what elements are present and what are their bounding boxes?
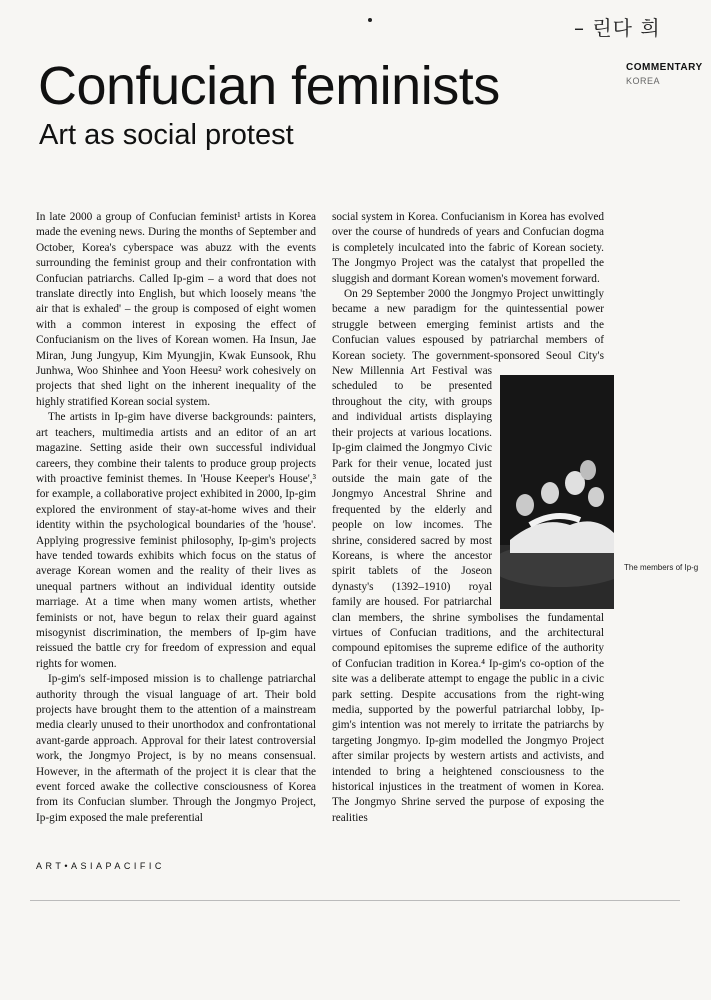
section-label: COMMENTARY [626, 62, 703, 73]
paragraph: The artists in Ip-gim have diverse backgrounds: painters, art teachers, multimedia artists and an editor of an art magazine. Setting aside their own successful individual careers, they combine their talents to produce group projects with proactive feminist themes. In 'House Keeper's House',³ for example, a collaborative project exhibited in 2000, Ip-gim explored the environment of stay-at-home wives and their identity within the psychological boundaries of the 'house'. Applying progressive feminist philosophy, Ip-gim's projects have tended towards exhibits which focus on the status of average Korean women and the reality of their lives as unequal partners without an individual identity outside marriage. At a time when many women artists, whether feminists or not, have begun to relax their guard against misogynist discrimination, the members of Ip-gim have reissued the battle cry for freedom of expression and equal rights for women. [36, 411, 316, 670]
article-column-2 [332, 210, 604, 826]
article-title: Confucian feminists [38, 56, 500, 116]
paragraph: Ip-gim's self-imposed mission is to challenge patriarchal authority through the visual language of art. Their bold projects have brought them to the attention of a mainstream media clearly unused to their unorthodox and confrontational avant-garde approach. Approval for their latest controversial work, the Jongmyo Project, is by no means consensual. However, in the aftermath of the project it is clear that the event forced awake the collective consciousness of Korea from its Confucian slumber. Through the Jongmyo Project, Ip-gim exposed the male preferential [36, 673, 316, 824]
group-photo-image [500, 375, 614, 609]
article-column-1 [36, 210, 316, 826]
handwritten-note: – 린다 희 [574, 16, 661, 40]
paragraph: On 29 September 2000 the Jongmyo Project unwittingly became a new paradigm for the quintessential power struggle between emerging feminist artists and the Confucian values espoused by patriarchal members of Korean society. The government-sponsored Seoul City's New Millennia Art Festival was scheduled to be presented throughout the city, with groups and individual artists displaying their projects at various locations. Ip-gim claimed the Jongmyo Civic Park for their venue, located just outside the main gate of the Jongmyo Ancestral Shrine and frequented by the elderly and people on low incomes. The shrine, considered sacred by most Koreans, is where the ancestor spirit tablets of the Joseon dynasty's (1392–1910) royal family are housed. For patriarchal clan members, the shrine symbolises the fundamental virtues of Confucian traditions, and the architectural compound epitomises the supreme edifice of the authority of Confucian tradition in Korea.⁴ Ip-gim's co-option of the site was a deliberate attempt to engage the public in a civic park setting. Despite accusations from the right-wing media, supported by the powerful patriarchal lobby, Ip-gim's intention was not merely to irritate the patriarchs by targeting Jongmyo. Ip-gim modelled the Jongmyo Project after similar projects by western artists and activists, and intended to bring a heightened consciousness to the historical injustices in the treatment of women in Korea. The Jongmyo Shrine served the purpose of exposing the realities [332, 288, 604, 824]
bottom-rule [30, 900, 680, 901]
photo-caption: The members of Ip-g [624, 563, 699, 572]
stray-mark [368, 18, 372, 22]
paragraph: In late 2000 a group of Confucian feminist¹ artists in Korea made the evening news. During the months of September and October, Korea's cyberspace was abuzz with the events surrounding the feminist group and their confrontation with Confucian patriarchs. Called Ip-gim – a word that does not translate directly into English, but which loosely means 'the air that is exhaled' – the group is composed of eight women with a common interest in exposing the effect of Confucianism on the lives of Korean women. Ha Insun, Jae Miran, Jung Jungyup, Kim Myungjin, Kwak Eunsook, Rhu Junhwa, Woo Shinhee and Yoon Heesu² work cohesively on projects that shed light on the inherent inequality of the highly stratified Korean social system. [36, 211, 316, 408]
region-label: KOREA [626, 76, 661, 86]
article-subtitle: Art as social protest [39, 119, 294, 151]
paragraph: social system in Korea. Confucianism in Korea has evolved over the course of hundreds of years and Confucian dogma is completely inculcated into the fabric of Korean society. The Jongmyo Project was the catalyst that propelled the sluggish and dormant Korean women's movement forward. [332, 211, 604, 285]
publication-footer: ART•ASIAPACIFIC [36, 861, 165, 871]
group-photo [500, 375, 614, 609]
